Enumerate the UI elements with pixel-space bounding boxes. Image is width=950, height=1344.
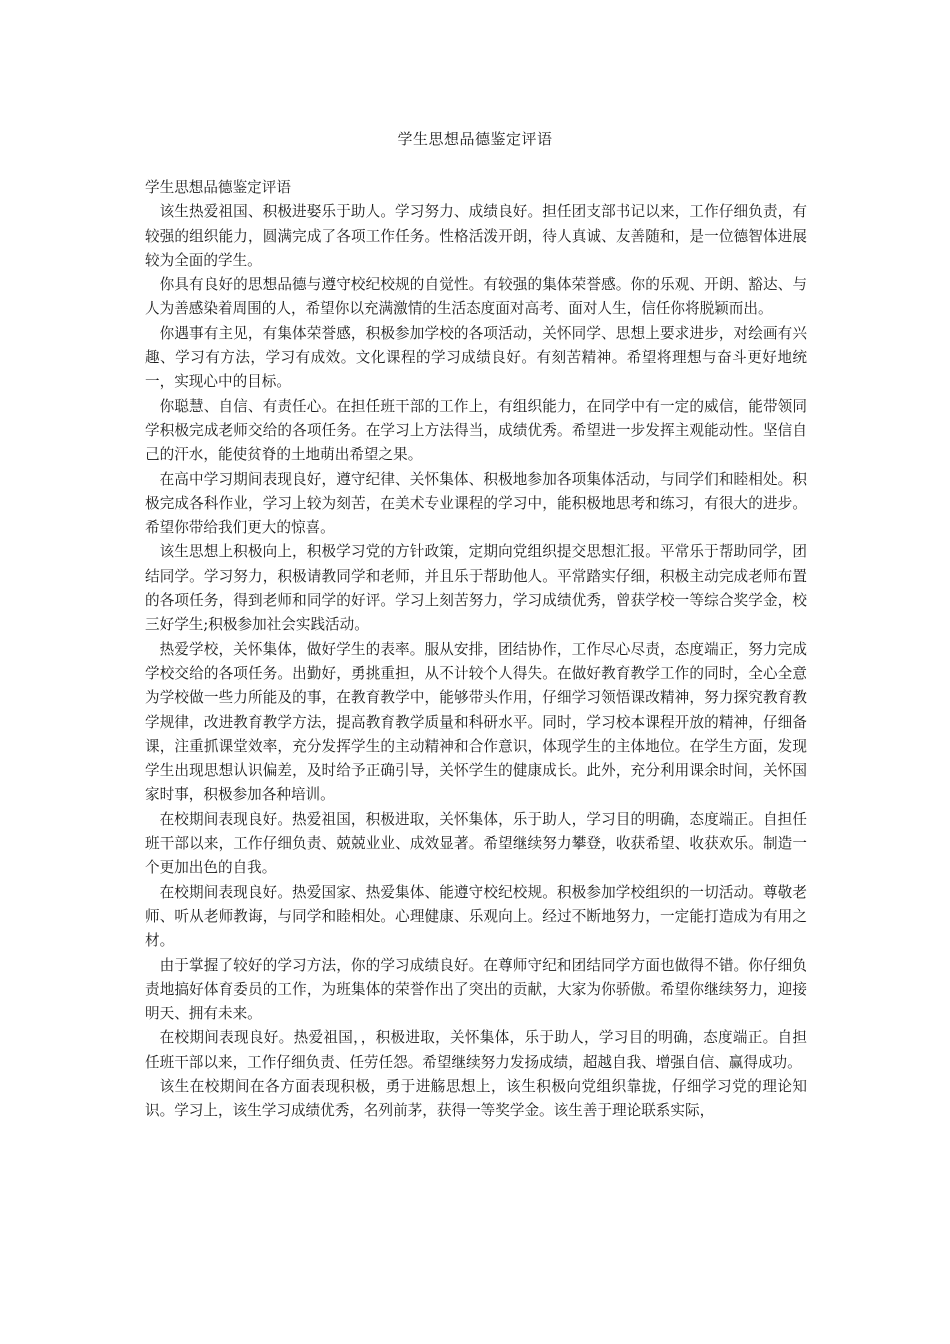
paragraph: 热爱学校，关怀集体，做好学生的表率。服从安排，团结协作，工作尽心尽责，态度端正，努力完成学校交给的各项任务。出勤好，勇挑重担，从不计较个人得失。在做好教育教学工作的同时，全心全意为学校做一些力所能及的事，在教育教学中，能够带头作用，仔细学习领悟课改精神，努力探究教育教学规律，改进教育教学方法，提高教育教学质量和科研水平。同时，学习校本课程开放的精神，仔细备课，注重抓课堂效率，充分发挥学生的主动精神和合作意识，体现学生的主体地位。在学生方面，发现学生出现思想认识偏差，及时给予正确引导，关怀学生的健康成长。此外，充分利用课余时间，关怀国家时事，积极参加各种培训。 xyxy=(145,640,807,804)
paragraph: 在校期间表现良好。热爱祖国，，积极进取，关怀集体，乐于助人，学习目的明确，态度端正。自担任班干部以来，工作仔细负责、任劳任怨。希望继续努力发扬成绩，超越自我、增强自信、赢得成功。 xyxy=(145,1029,807,1071)
paragraph: 你遇事有主见，有集体荣誉感，积极参加学校的各项活动，关怀同学、思想上要求进步，对绘画有兴趣、学习有方法，学习有成效。文化课程的学习成绩良好。有刻苦精神。希望将理想与奋斗更好地统一，实现心中的目标。 xyxy=(145,324,807,391)
paragraph: 在高中学习期间表现良好，遵守纪律、关怀集体、积极地参加各项集体活动，与同学们和睦相处。积极完成各科作业，学习上较为刻苦，在美术专业课程的学习中，能积极地思考和练习，有很大的进步。希望你带给我们更大的惊喜。 xyxy=(145,470,807,537)
paragraph: 你具有良好的思想品德与遵守校纪校规的自觉性。有较强的集体荣誉感。你的乐观、开朗、豁达、与人为善感染着周围的人，希望你以充满激情的生活态度面对高考、面对人生，信任你将脱颖而出。 xyxy=(145,276,807,318)
paragraph: 该生在校期间在各方面表现积极，勇于进觞思想上，该生积极向党组织靠拢，仔细学习党的理论知识。学习上，该生学习成绩优秀，名列前茅，获得一等奖学金。该生善于理论联系实际， xyxy=(145,1077,807,1120)
document-subtitle: 学生思想品德鉴定评语 xyxy=(145,179,291,196)
paragraph: 在校期间表现良好。热爱国家、热爱集体、能遵守校纪校规。积极参加学校组织的一切活动。尊敬老师、听从老师教诲，与同学和睦相处。心理健康、乐观向上。经过不断地努力，一定能打造成为有用之材。 xyxy=(145,883,807,950)
paragraph: 由于掌握了较好的学习方法，你的学习成绩良好。在尊师守纪和团结同学方面也做得不错。你仔细负责地搞好体育委员的工作，为班集体的荣誉作出了突出的贡献，大家为你骄傲。希望你继续努力，迎接明天、拥有未来。 xyxy=(145,956,807,1023)
document-body xyxy=(145,176,807,1124)
document-title: 学生思想品德鉴定评语 xyxy=(397,130,553,148)
paragraph: 在校期间表现良好。热爱祖国，积极进取，关怀集体，乐于助人，学习目的明确，态度端正。自担任班干部以来，工作仔细负责、兢兢业业、成效显著。希望继续努力攀登，收获希望、收获欢乐。制造一个更加出色的自我。 xyxy=(145,810,807,877)
paragraph: 该生热爱祖国、积极进娶乐于助人。学习努力、成绩良好。担任团支部书记以来，工作仔细负责，有较强的组织能力，圆满完成了各项工作任务。性格活泼开朗，待人真诚、友善随和，是一位德智体进展较为全面的学生。 xyxy=(145,203,807,269)
paragraph: 你聪慧、自信、有责任心。在担任班干部的工作上，有组织能力，在同学中有一定的威信，能带领同学积极完成老师交给的各项任务。在学习上方法得当，成绩优秀。希望进一步发挥主观能动性。坚信自己的汗水，能使贫脊的土地萌出希望之果。 xyxy=(145,397,807,464)
paragraph: 该生思想上积极向上，积极学习党的方针政策，定期向党组织提交思想汇报。平常乐于帮助同学，团结同学。学习努力，积极请教同学和老师，并且乐于帮助他人。平常踏实仔细，积极主动完成老师布置的各项任务，得到老师和同学的好评。学习上刻苦努力，学习成绩优秀，曾获学校一等综合奖学金，校三好学生;积极参加社会实践活动。 xyxy=(145,543,807,634)
